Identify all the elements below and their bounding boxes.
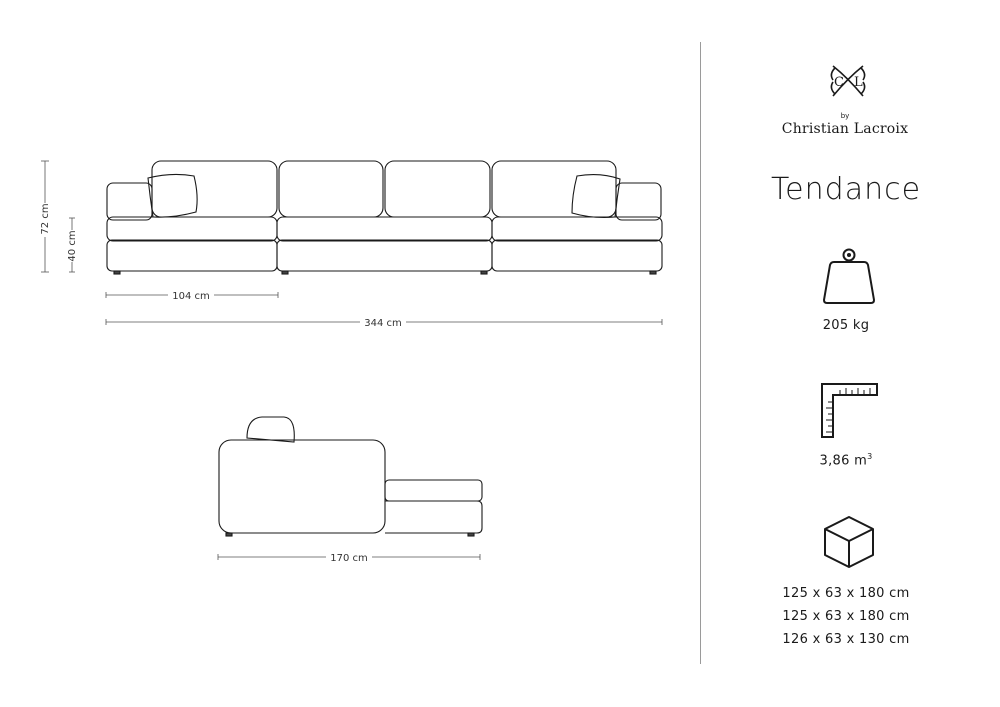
product-title: Tendance [770, 172, 922, 207]
foot [282, 271, 288, 274]
cube-icon [821, 514, 877, 570]
foot [468, 533, 474, 536]
back-cushion [385, 161, 490, 217]
dim-module-width: 104 cm [172, 291, 210, 302]
side-back-pillow [247, 417, 294, 442]
package-dimensions-list [740, 582, 952, 651]
seat-cushion [277, 217, 492, 241]
base-module [107, 240, 277, 271]
back-cushion [492, 161, 616, 217]
throw-pillow [148, 174, 197, 217]
svg-text:C: C [834, 75, 844, 90]
foot [226, 533, 232, 536]
seat-cushion [492, 217, 662, 241]
brand-logo-icon [823, 56, 873, 106]
foot [114, 271, 120, 274]
seat-cushion [107, 217, 277, 241]
package-dimension: 125 x 63 x 180 cm [782, 586, 910, 601]
foot [650, 271, 656, 274]
sofa-front-view [107, 161, 662, 274]
arm-left [107, 183, 152, 220]
brand-by: by [840, 112, 850, 120]
brand-block [760, 112, 930, 138]
base-module [492, 240, 662, 271]
throw-pillow [572, 175, 620, 218]
dim-depth: 170 cm [330, 553, 368, 564]
weight-icon [822, 246, 876, 306]
dimension-lines [41, 161, 662, 560]
volume-value [740, 452, 952, 468]
weight-value: 205 kg [822, 318, 870, 333]
side-body [219, 440, 385, 533]
ruler-corner-icon [820, 382, 880, 440]
foot [481, 271, 487, 274]
package-dimension: 125 x 63 x 180 cm [782, 609, 910, 624]
back-cushion [279, 161, 383, 217]
side-base [385, 501, 482, 533]
back-cushion [152, 161, 277, 217]
arm-right [616, 183, 661, 220]
base-module [277, 240, 492, 271]
dim-height-seat: 40 cm [67, 230, 78, 262]
brand-name: Christian Lacroix [781, 121, 909, 137]
volume-unit-superscript: 3 [867, 452, 873, 461]
package-dimension: 126 x 63 x 130 cm [782, 632, 910, 647]
svg-text:L: L [854, 75, 863, 90]
side-seat [385, 480, 482, 501]
panel-divider [700, 42, 701, 664]
volume-number: 3,86 m [819, 453, 868, 469]
dim-total-width: 344 cm [364, 318, 402, 329]
dim-height-total: 72 cm [40, 203, 51, 235]
sofa-side-view [219, 417, 482, 536]
